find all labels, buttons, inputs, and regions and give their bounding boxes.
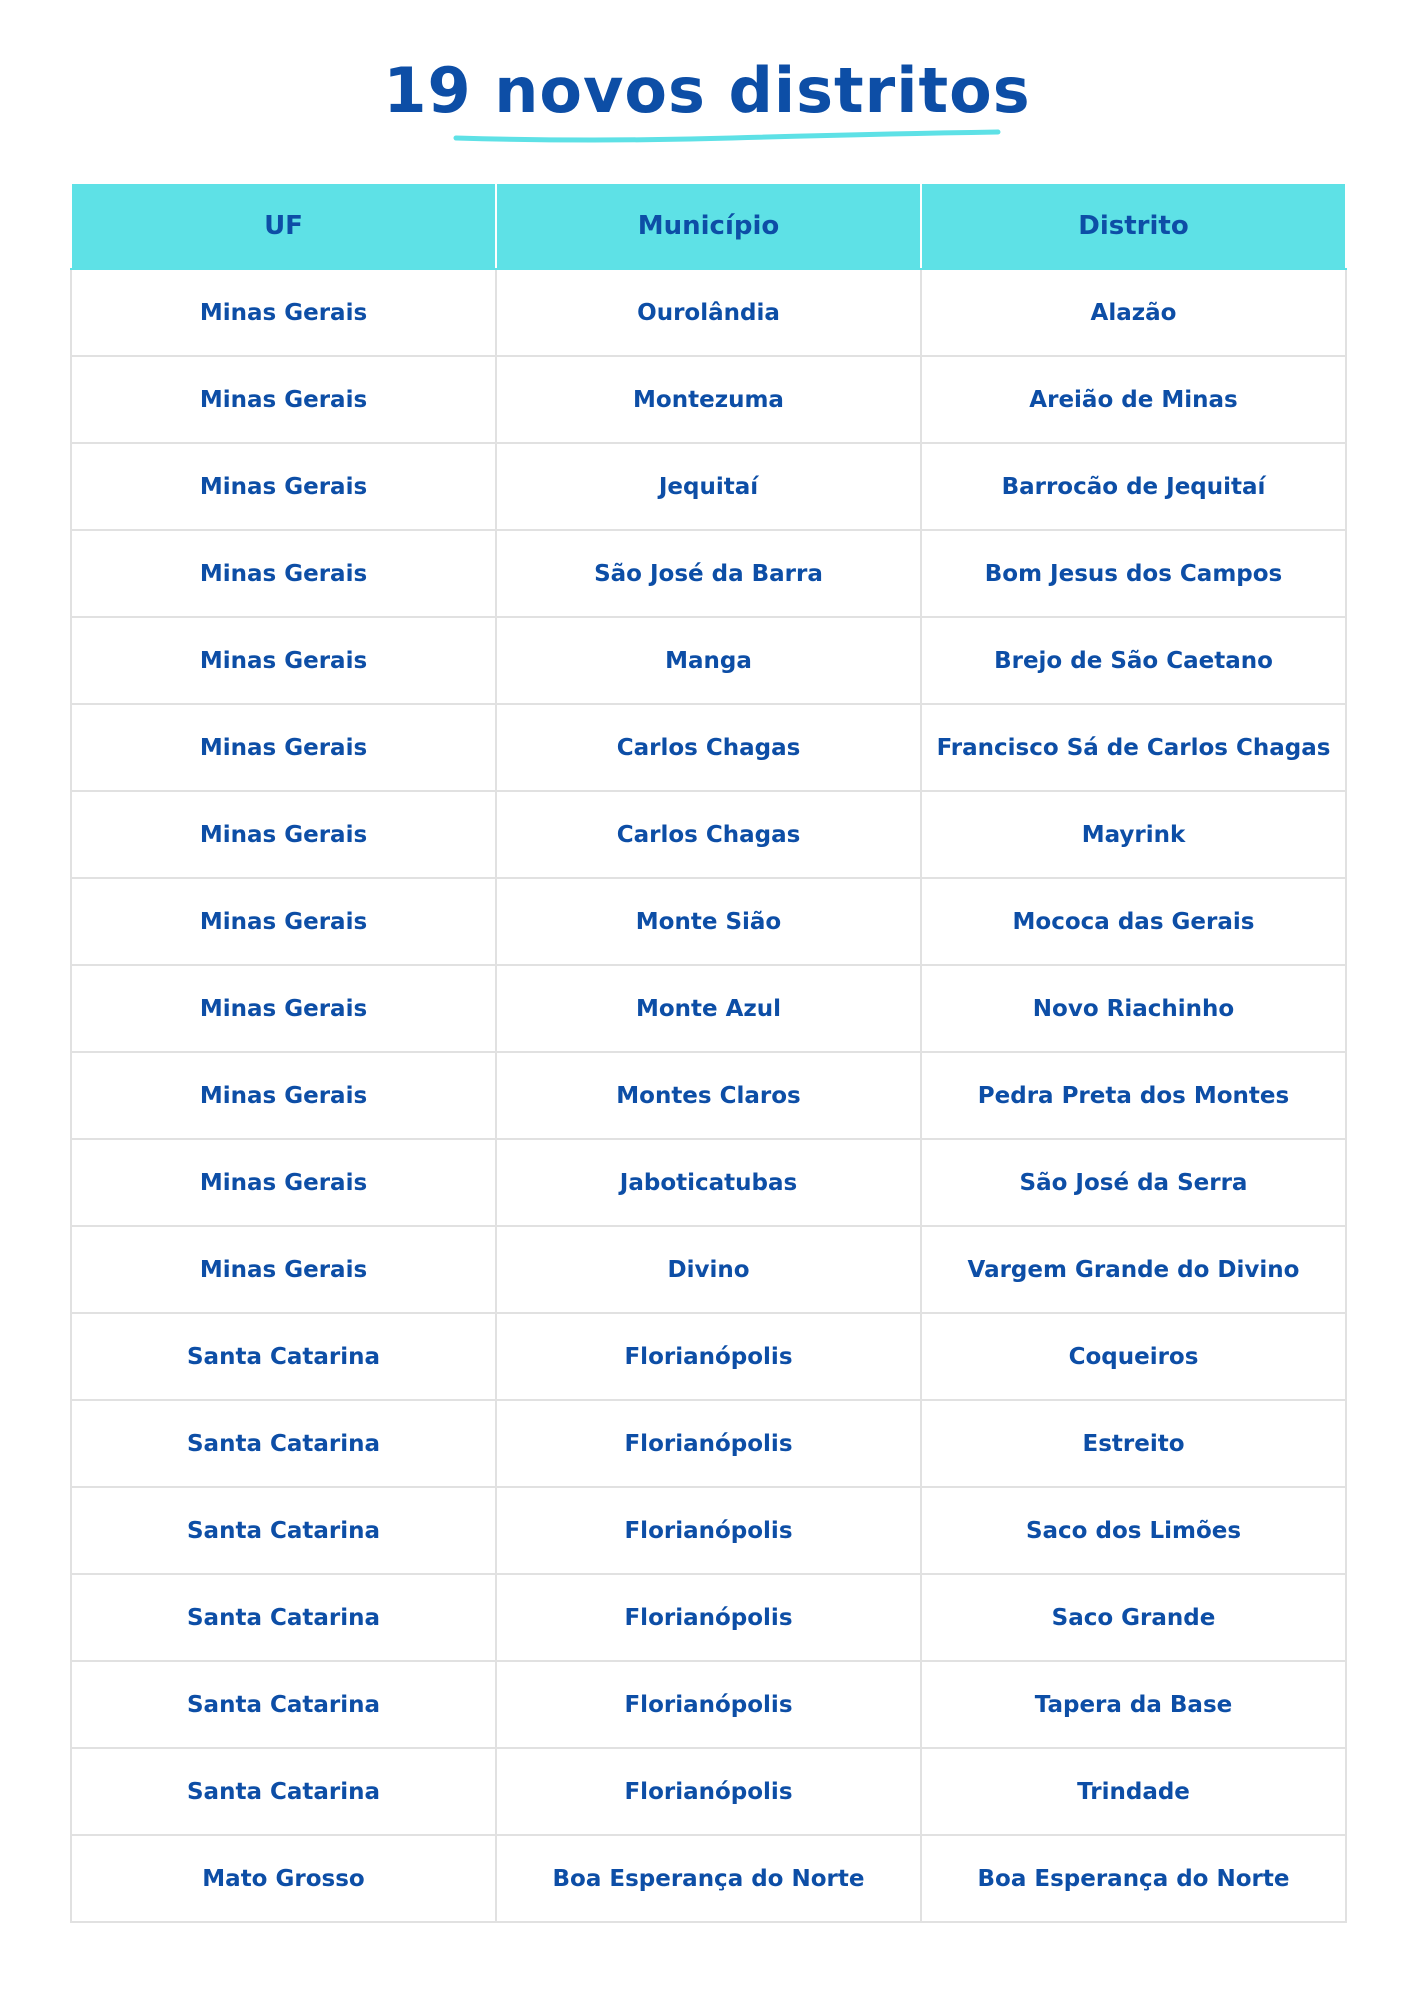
cell-distrito: Mayrink bbox=[921, 791, 1346, 878]
cell-distrito: Pedra Preta dos Montes bbox=[921, 1052, 1346, 1139]
cell-uf: Minas Gerais bbox=[71, 965, 496, 1052]
table-row bbox=[71, 269, 1346, 356]
cell-uf: Minas Gerais bbox=[71, 791, 496, 878]
cell-distrito: Coqueiros bbox=[921, 1313, 1346, 1400]
cell-uf: Minas Gerais bbox=[71, 530, 496, 617]
table-row bbox=[71, 1400, 1346, 1487]
cell-municipio: Florianópolis bbox=[496, 1574, 921, 1661]
cell-uf: Santa Catarina bbox=[71, 1400, 496, 1487]
districts-table bbox=[70, 182, 1347, 1923]
cell-uf: Santa Catarina bbox=[71, 1748, 496, 1835]
cell-distrito: Novo Riachinho bbox=[921, 965, 1346, 1052]
cell-uf: Minas Gerais bbox=[71, 1052, 496, 1139]
header-municipio: Município bbox=[496, 183, 921, 269]
table-row bbox=[71, 1574, 1346, 1661]
cell-uf: Minas Gerais bbox=[71, 269, 496, 356]
cell-uf: Minas Gerais bbox=[71, 443, 496, 530]
table-row bbox=[71, 530, 1346, 617]
table-row bbox=[71, 1139, 1346, 1226]
cell-municipio: Florianópolis bbox=[496, 1313, 921, 1400]
cell-distrito: Bom Jesus dos Campos bbox=[921, 530, 1346, 617]
cell-municipio: Boa Esperança do Norte bbox=[496, 1835, 921, 1922]
cell-uf: Santa Catarina bbox=[71, 1574, 496, 1661]
table-body bbox=[71, 269, 1346, 1922]
cell-distrito: Saco dos Limões bbox=[921, 1487, 1346, 1574]
cell-uf: Minas Gerais bbox=[71, 617, 496, 704]
cell-municipio: Carlos Chagas bbox=[496, 791, 921, 878]
title-wrapper bbox=[0, 46, 1414, 136]
cell-uf: Minas Gerais bbox=[71, 1139, 496, 1226]
table-row bbox=[71, 704, 1346, 791]
table-row bbox=[71, 878, 1346, 965]
cell-municipio: Montezuma bbox=[496, 356, 921, 443]
title-underline bbox=[452, 128, 1002, 144]
cell-uf: Minas Gerais bbox=[71, 1226, 496, 1313]
cell-municipio: Jequitaí bbox=[496, 443, 921, 530]
cell-distrito: Mococa das Gerais bbox=[921, 878, 1346, 965]
table-row bbox=[71, 965, 1346, 1052]
underline-stroke bbox=[456, 132, 998, 140]
table-row bbox=[71, 443, 1346, 530]
table-row bbox=[71, 1835, 1346, 1922]
cell-municipio: Montes Claros bbox=[496, 1052, 921, 1139]
cell-distrito: Estreito bbox=[921, 1400, 1346, 1487]
table-row bbox=[71, 1661, 1346, 1748]
cell-municipio: Manga bbox=[496, 617, 921, 704]
cell-municipio: Florianópolis bbox=[496, 1748, 921, 1835]
cell-distrito: Alazão bbox=[921, 269, 1346, 356]
cell-municipio: Florianópolis bbox=[496, 1661, 921, 1748]
cell-municipio: Monte Azul bbox=[496, 965, 921, 1052]
cell-municipio: Divino bbox=[496, 1226, 921, 1313]
table-row bbox=[71, 617, 1346, 704]
cell-distrito: Saco Grande bbox=[921, 1574, 1346, 1661]
table-row bbox=[71, 356, 1346, 443]
cell-uf: Minas Gerais bbox=[71, 704, 496, 791]
cell-uf: Minas Gerais bbox=[71, 356, 496, 443]
table-row bbox=[71, 1052, 1346, 1139]
cell-distrito: Vargem Grande do Divino bbox=[921, 1226, 1346, 1313]
cell-municipio: Florianópolis bbox=[496, 1400, 921, 1487]
table-row bbox=[71, 1313, 1346, 1400]
cell-uf: Mato Grosso bbox=[71, 1835, 496, 1922]
cell-distrito: Trindade bbox=[921, 1748, 1346, 1835]
page-title: 19 novos distritos bbox=[383, 54, 1031, 127]
table-row bbox=[71, 791, 1346, 878]
cell-municipio: Monte Sião bbox=[496, 878, 921, 965]
cell-distrito: Areião de Minas bbox=[921, 356, 1346, 443]
cell-municipio: Jaboticatubas bbox=[496, 1139, 921, 1226]
cell-uf: Santa Catarina bbox=[71, 1487, 496, 1574]
cell-distrito: Brejo de São Caetano bbox=[921, 617, 1346, 704]
cell-municipio: Florianópolis bbox=[496, 1487, 921, 1574]
header-distrito: Distrito bbox=[921, 183, 1346, 269]
header-uf: UF bbox=[71, 183, 496, 269]
cell-municipio: Ourolândia bbox=[496, 269, 921, 356]
cell-municipio: São José da Barra bbox=[496, 530, 921, 617]
cell-distrito: São José da Serra bbox=[921, 1139, 1346, 1226]
cell-distrito: Barrocão de Jequitaí bbox=[921, 443, 1346, 530]
cell-uf: Minas Gerais bbox=[71, 878, 496, 965]
table-row bbox=[71, 1226, 1346, 1313]
cell-uf: Santa Catarina bbox=[71, 1313, 496, 1400]
cell-municipio: Carlos Chagas bbox=[496, 704, 921, 791]
cell-uf: Santa Catarina bbox=[71, 1661, 496, 1748]
cell-distrito: Francisco Sá de Carlos Chagas bbox=[921, 704, 1346, 791]
cell-distrito: Boa Esperança do Norte bbox=[921, 1835, 1346, 1922]
header-row bbox=[71, 183, 1346, 269]
table-row bbox=[71, 1487, 1346, 1574]
cell-distrito: Tapera da Base bbox=[921, 1661, 1346, 1748]
table-row bbox=[71, 1748, 1346, 1835]
